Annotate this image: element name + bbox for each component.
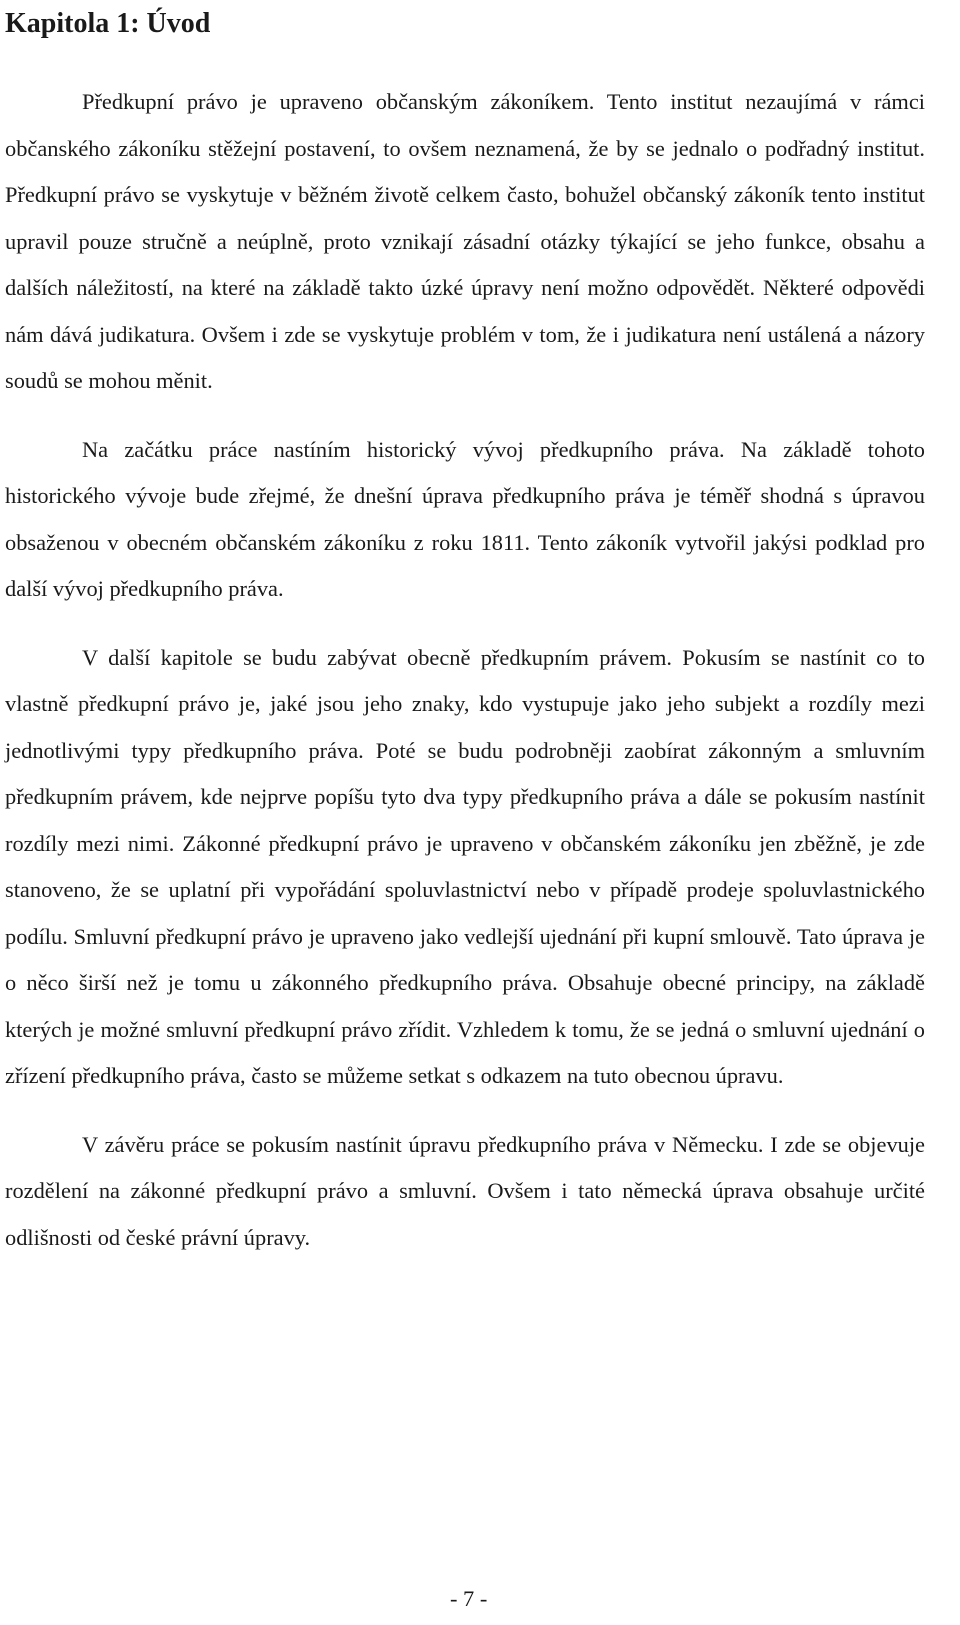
page-number: - 7 - (450, 1586, 488, 1611)
paragraph-general: V další kapitole se budu zabývat obecně předkupním právem. Pokusím se nastínit co to vlastně předkupní právo je, jaké jsou jeho znaky, kdo vystupuje jako jeho subjekt a rozdíly mezi jednotlivými typy předkupního práva. Poté se budu podrobněji zaobírat zákonným a smluvním předkupním právem, kde nejprve popíšu tyto dva typy předkupního práva a dále se pokusím nastínit rozdíly mezi nimi. Zákonné předkupní právo je upraveno v občanském zákoníku jen zběžně, je zde stanoveno, že se uplatní při vypořádání spoluvlastnictví nebo v případě prodeje spoluvlastnického podílu. Smluvní předkupní právo je upraveno jako vedlejší ujednání při kupní smlouvě. Tato úprava je o něco širší než je tomu u zákonného předkupního práva. Obsahuje obecné principy, na základě kterých je možné smluvní předkupní právo zřídit. Vzhledem k tomu, že se jedná o smluvní ujednání o zřízení předkupního práva, často se můžeme setkat s odkazem na tuto obecnou úpravu. (5, 644, 925, 1088)
document-page (5, 0, 925, 1261)
paragraph-conclusion: V závěru práce se pokusím nastínit úpravu předkupního práva v Německu. I zde se objevuje rozdělení na zákonné předkupní právo a smluvní. Ovšem i tato německá úprava obsahuje určité odlišnosti od české právní úpravy. (5, 1131, 925, 1250)
paragraph-intro: Předkupní právo je upraveno občanským zákoníkem. Tento institut nezaujímá v rámci občanského zákoníku stěžejní postavení, to ovšem neznamená, že by se jednalo o podřadný institut. Předkupní právo se vyskytuje v běžném životě celkem často, bohužel občanský zákoník tento institut upravil pouze stručně a neúplně, proto vznikají zásadní otázky týkající se jeho funkce, obsahu a dalších náležitostí, na které na základě takto úzké úpravy není možno odpovědět. Některé odpovědi nám dává judikatura. Ovšem i zde se vyskytuje problém v tom, že i judikatura není ustálená a názory soudů se mohou měnit. (5, 89, 925, 393)
chapter-title: Kapitola 1: Úvod (5, 8, 211, 39)
paragraph-history: Na začátku práce nastíním historický vývoj předkupního práva. Na základě tohoto historického vývoje bude zřejmé, že dnešní úprava předkupního práva je téměř shodná s úpravou obsaženou v obecném občanském zákoníku z roku 1811. Tento zákoník vytvořil jakýsi podklad pro další vývoj předkupního práva. (5, 436, 925, 601)
